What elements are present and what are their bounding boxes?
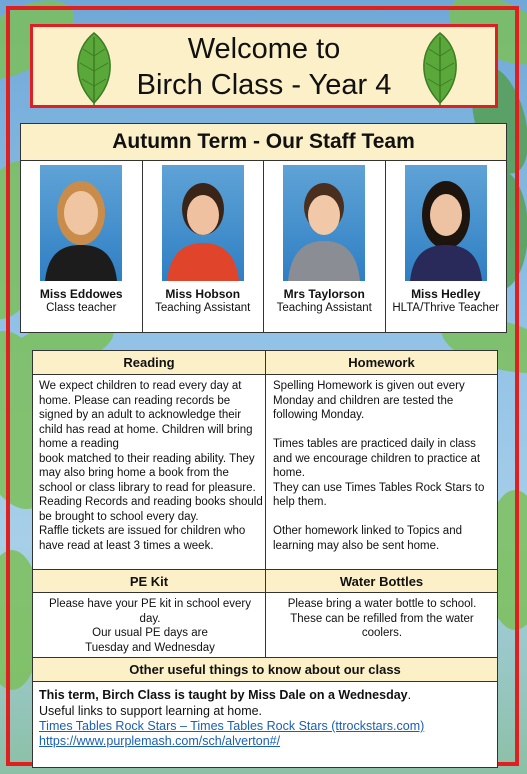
reading-heading: Reading xyxy=(33,351,265,375)
staff-name: Mrs Taylorson xyxy=(283,287,365,301)
staff-photo xyxy=(283,165,365,281)
staff-card xyxy=(386,161,507,333)
other-heading: Other useful things to know about our class xyxy=(33,658,497,682)
staff-name: Miss Eddowes xyxy=(39,287,123,301)
staff-name: Miss Hedley xyxy=(411,287,481,301)
staff-heading: Autumn Term - Our Staff Team xyxy=(21,124,506,161)
staff-role: HLTA/Thrive Teacher xyxy=(392,302,500,314)
staff-role: Class teacher xyxy=(46,302,117,314)
ttrockstars-link[interactable]: Times Tables Rock Stars – Times Tables Rock Stars (ttrockstars.com) xyxy=(39,719,425,733)
page-title-line1: Welcome to xyxy=(187,33,341,65)
staff-photo xyxy=(162,165,244,281)
staff-card xyxy=(143,161,265,333)
staff-card xyxy=(21,161,143,333)
page-title-line2: Birch Class - Year 4 xyxy=(136,69,392,101)
reading-text: We expect children to read every day at home. Please can reading records be signed by an adult to acknowledge their child has read at home. Children will bring home a reading book matched to their reading ability. They may also bring home a book from the school or class library to read for pleasure. Reading Records and reading books should be brought to school every day. Raffle tickets are issued for children who have read at least 3 times a week. xyxy=(39,380,263,552)
info-table xyxy=(32,350,498,768)
homework-text: Spelling Homework is given out every Monday and children are tested the following Monday. Times tables are practiced daily in class and we encourage children to practice at home. They can use Times Tables Rock Stars to help them. Other homework linked to Topics and learning may also be sent home. xyxy=(273,380,485,552)
other-bold-suffix: . xyxy=(407,688,412,702)
staff-name: Miss Hobson xyxy=(165,287,241,301)
water-bottles-heading: Water Bottles xyxy=(266,570,497,593)
staff-photo xyxy=(40,165,122,281)
staff-card xyxy=(264,161,386,333)
other-line2: Useful links to support learning at home. xyxy=(39,704,263,718)
pe-kit-text: Please have your PE kit in school every day. Our usual PE days are Tuesday and Wednesday xyxy=(49,598,251,654)
staff-photo xyxy=(405,165,487,281)
staff-section xyxy=(20,123,507,333)
staff-role: Teaching Assistant xyxy=(155,302,251,314)
leaf-icon xyxy=(415,31,465,107)
purplemash-link[interactable]: https://www.purplemash.com/sch/alverton#/ xyxy=(39,734,281,748)
title-banner xyxy=(30,24,498,108)
other-text xyxy=(39,687,494,749)
pe-kit-heading: PE Kit xyxy=(33,570,265,593)
water-bottles-text: Please bring a water bottle to school. These can be refilled from the water coolers. xyxy=(287,598,477,639)
homework-heading: Homework xyxy=(266,351,497,375)
staff-role: Teaching Assistant xyxy=(276,302,372,314)
other-bold-line: This term, Birch Class is taught by Miss Dale on a Wednesday xyxy=(39,688,408,702)
